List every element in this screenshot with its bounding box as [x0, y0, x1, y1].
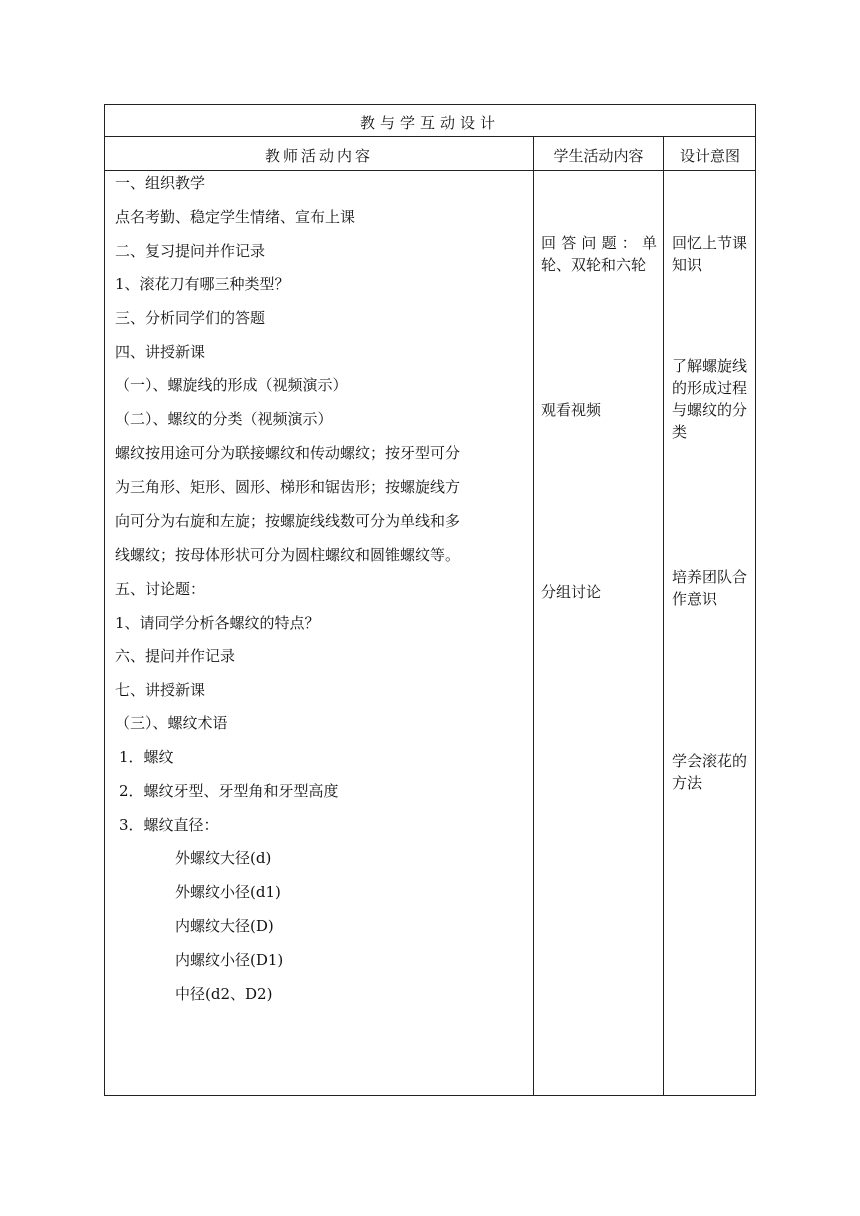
teacher-line: 外螺纹小径(d1) [175, 883, 281, 901]
header-intent: 设计意图 [679, 147, 740, 165]
teacher-line: 内螺纹大径(D) [175, 917, 274, 935]
teacher-line: 外螺纹大径(d) [175, 849, 272, 867]
teacher-line: 内螺纹小径(D1) [175, 951, 284, 969]
teacher-line: 一、组织教学 [115, 174, 206, 192]
teacher-line: 三、分析同学们的答题 [115, 309, 266, 327]
teacher-line: 中径(d2、D2) [175, 985, 273, 1003]
teacher-line: 线螺纹；按母体形状可分为圆柱螺纹和圆锥螺纹等。 [115, 546, 461, 564]
title-divider [105, 136, 755, 137]
teacher-line: （一）、螺旋线的形成（视频演示） [115, 376, 348, 394]
student-activity: 回答问题：单轮、双轮和六轮 [541, 234, 657, 274]
teacher-line: 七、讲授新课 [115, 681, 206, 699]
teacher-line: 向可分为右旋和左旋；按螺旋线线数可分为单线和多 [115, 512, 461, 530]
teacher-line: 点名考勤、稳定学生情绪、宣布上课 [115, 208, 356, 226]
lesson-table [104, 104, 756, 1096]
header-divider [105, 170, 755, 171]
teacher-line: （三）、螺纹术语 [115, 714, 228, 732]
design-intent: 了解螺旋线的形成过程与螺纹的分类 [672, 357, 748, 441]
header-teacher: 教师活动内容 [264, 147, 373, 165]
design-intent: 培养团队合作意识 [672, 568, 748, 608]
teacher-line: 2．螺纹牙型、牙型角和牙型高度 [119, 782, 339, 800]
teacher-line: 为三角形、矩形、圆形、梯形和锯齿形；按螺旋线方 [115, 478, 461, 496]
design-intent: 回忆上节课知识 [672, 234, 748, 274]
table-title: 教与学互动设计 [359, 114, 500, 132]
teacher-line: （二）、螺纹的分类（视频演示） [115, 410, 333, 428]
teacher-line: 四、讲授新课 [115, 343, 206, 361]
teacher-line: 3．螺纹直径： [119, 816, 219, 834]
student-activity: 观看视频 [541, 401, 602, 419]
student-activity: 分组讨论 [541, 583, 602, 601]
teacher-line: 五、讨论题： [115, 580, 206, 598]
teacher-line: 1．螺纹 [119, 748, 174, 766]
design-intent: 学会滚花的方法 [672, 752, 748, 792]
column-divider-2 [663, 136, 664, 1095]
teacher-line: 六、提问并作记录 [115, 647, 236, 665]
column-divider-1 [533, 136, 534, 1095]
teacher-line: 1、滚花刀有哪三种类型？ [115, 275, 290, 293]
teacher-line: 二、复习提问并作记录 [115, 242, 266, 260]
teacher-line: 螺纹按用途可分为联接螺纹和传动螺纹；按牙型可分 [115, 444, 461, 462]
header-student: 学生活动内容 [553, 147, 644, 165]
teacher-line: 1、请同学分析各螺纹的特点？ [115, 614, 320, 632]
